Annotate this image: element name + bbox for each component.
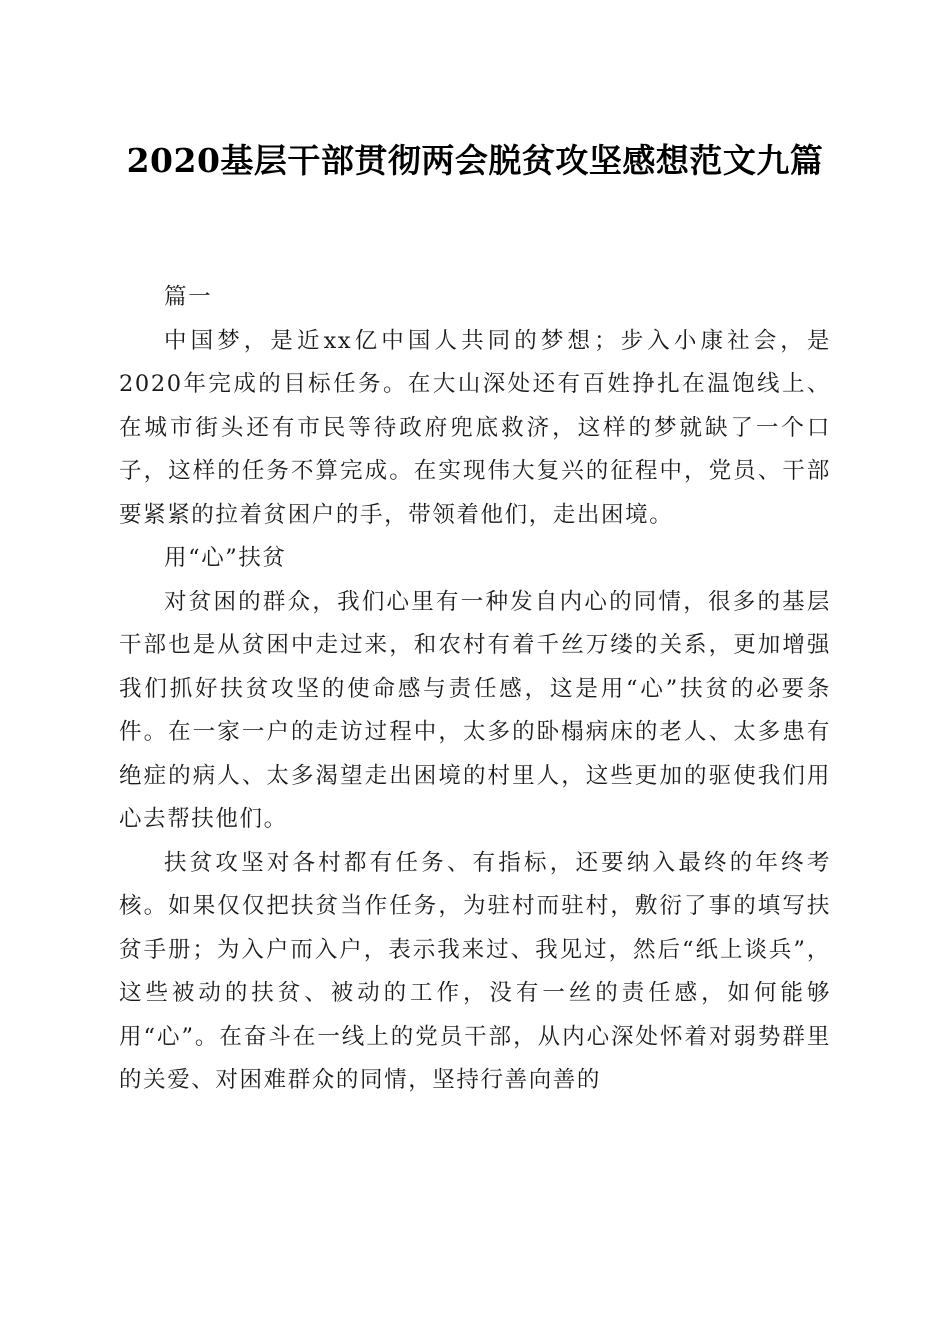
section-heading: 用“心”扶贫	[164, 545, 287, 571]
section-heading: 篇一	[164, 284, 213, 310]
document-title: 2020基层干部贯彻两会脱贫攻坚感想范文九篇	[126, 141, 824, 180]
paragraph: 扶贫攻坚对各村都有任务、有指标，还要纳入最终的年终考核。如果仅仅把扶贫当作任务，为驻村而驻村，敷衍了事的填写扶贫手册；为入户而入户，表示我来过、我见过，然后“纸上谈兵”，这些被动的扶贫、被动的工作，没有一丝的责任感，如何能够用“心”。在奋斗在一线上的党员干部，从内心深处怀着对弱势群里的关爱、对困难群众的同情，坚持行善向善的	[119, 849, 831, 1093]
document-body	[119, 276, 831, 1103]
paragraph: 中国梦，是近xx亿中国人共同的梦想；步入小康社会，是2020年完成的目标任务。在大山深处还有百姓挣扎在温饱线上、在城市街头还有市民等待政府兜底救济，这样的梦就缺了一个口子，这样的任务不算完成。在实现伟大复兴的征程中，党员、干部要紧紧的拉着贫困户的手，带领着他们，走出困境。	[119, 327, 831, 528]
paragraph: 对贫困的群众，我们心里有一种发自内心的同情，很多的基层干部也是从贫困中走过来，和农村有着千丝万缕的关系，更加增强我们抓好扶贫攻坚的使命感与责任感，这是用“心”扶贫的必要条件。在一家一户的走访过程中，太多的卧榻病床的老人、太多患有绝症的病人、太多渴望走出困境的村里人，这些更加的驱使我们用心去帮扶他们。	[119, 588, 831, 832]
